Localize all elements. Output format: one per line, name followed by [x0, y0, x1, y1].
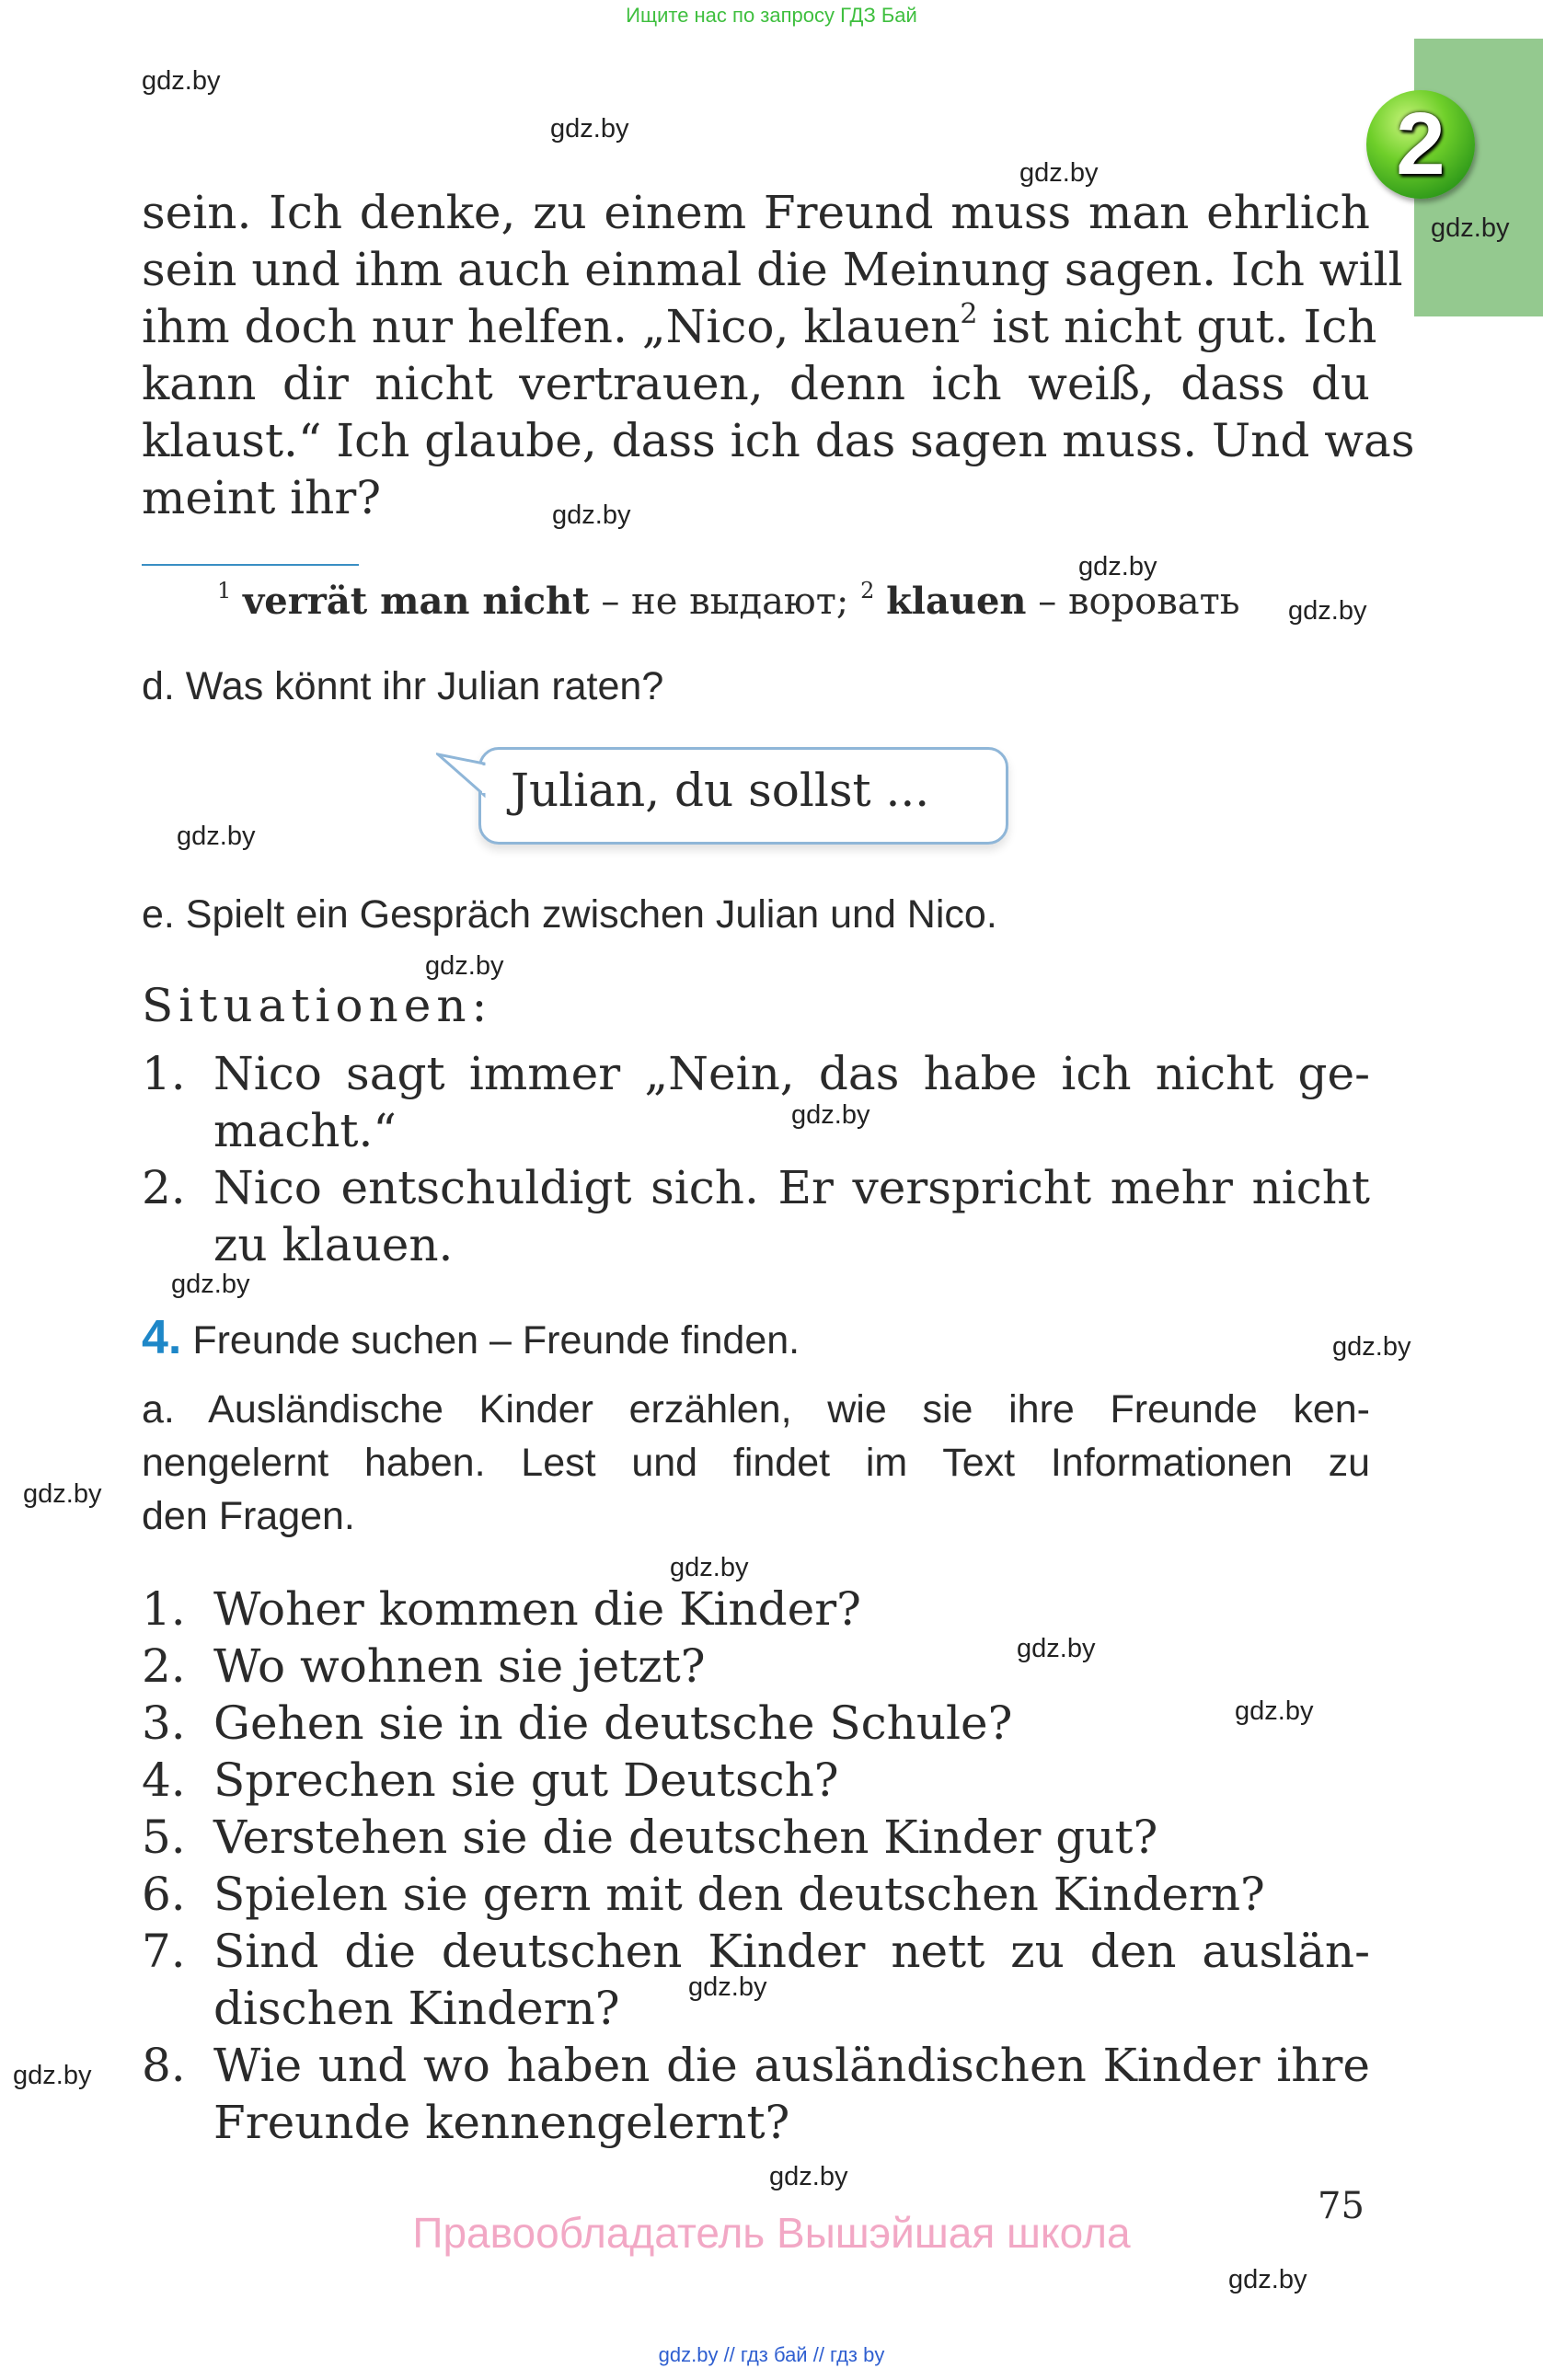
- paragraph-line: [142, 298, 1377, 355]
- situation-number: 2.: [142, 1161, 186, 1214]
- question-item: [142, 1809, 1370, 1866]
- task-a-line: nengelernt haben. Lest und findet im Text Informationen zu: [142, 1441, 1370, 1485]
- question-item: [142, 1866, 1370, 1923]
- watermark: gdz.by: [142, 66, 221, 96]
- speech-bubble-text: Julian, du sollst ...: [511, 764, 930, 817]
- question-number: 5.: [142, 1811, 186, 1864]
- question-text: Woher kommen die Kinder?: [213, 1582, 861, 1636]
- question-item: [142, 1695, 1370, 1752]
- footnote-number: 2: [860, 578, 875, 604]
- watermark: gdz.by: [1078, 552, 1157, 581]
- footnote-term: klauen: [886, 580, 1027, 623]
- task-a-line: den Fragen.: [142, 1494, 355, 1538]
- situation-number: 1.: [142, 1047, 186, 1100]
- paragraph-text: ihm doch nur helfen. „Nico, klauen: [142, 300, 961, 353]
- question-text: Sind die deutschen Kinder nett zu den auslän-: [213, 1925, 1370, 1978]
- footnote: [217, 580, 1240, 623]
- watermark: gdz.by: [1017, 1634, 1096, 1663]
- watermark: gdz.by: [1288, 596, 1367, 626]
- watermark: gdz.by: [425, 951, 504, 981]
- question-text: Spielen sie gern mit den deutschen Kindern?: [213, 1868, 1265, 1921]
- situation-text: Nico entschuldigt sich. Er verspricht mehr nicht: [213, 1161, 1370, 1214]
- bottom-links[interactable]: gdz.by // гдз бай // гдз by: [658, 2343, 885, 2366]
- page-number: 75: [1318, 2185, 1365, 2227]
- top-search-banner[interactable]: Ищите нас по запросу ГДЗ Бай: [626, 4, 917, 27]
- footnote-number: 1: [217, 578, 232, 604]
- task-e-heading: e. Spielt ein Gespräch zwischen Julian und Nico.: [142, 892, 997, 937]
- situation-item: [142, 1045, 1370, 1102]
- watermark: gdz.by: [688, 1972, 767, 2002]
- task-a-line: a. Ausländische Kinder erzählen, wie sie ihre Freunde ken-: [142, 1387, 1370, 1431]
- paragraph-text: ist nicht gut. Ich: [977, 300, 1377, 353]
- watermark: gdz.by: [177, 822, 256, 851]
- situation-item: [142, 1159, 1370, 1216]
- question-item: [142, 1923, 1370, 1980]
- paragraph-line: sein. Ich denke, zu einem Freund muss man ehrlich: [142, 186, 1370, 239]
- question-number: 2.: [142, 1639, 186, 1693]
- watermark: gdz.by: [769, 2162, 848, 2191]
- watermark: gdz.by: [1228, 2265, 1307, 2294]
- chapter-badge-number: 2: [1396, 95, 1445, 193]
- watermark: gdz.by: [23, 1479, 102, 1509]
- question-text: Verstehen sie die deutschen Kinder gut?: [213, 1811, 1158, 1864]
- question-number: 4.: [142, 1753, 186, 1807]
- watermark: gdz.by: [1235, 1696, 1314, 1726]
- question-number: 6.: [142, 1868, 186, 1921]
- situations-heading: Situationen:: [142, 979, 493, 1032]
- footnote-rule: [142, 564, 359, 566]
- question-item: [142, 1752, 1370, 1809]
- question-item: [142, 2037, 1370, 2094]
- watermark: gdz.by: [1332, 1332, 1411, 1362]
- footnote-term: verrät man nicht: [243, 580, 590, 623]
- watermark: gdz.by: [550, 114, 629, 144]
- question-number: 1.: [142, 1582, 186, 1636]
- watermark: gdz.by: [670, 1553, 749, 1582]
- watermark: gdz.by: [1019, 158, 1099, 188]
- watermark: gdz.by: [171, 1270, 250, 1299]
- question-number: 3.: [142, 1696, 186, 1750]
- situation-text-continued: zu klauen.: [213, 1218, 454, 1271]
- question-text-continued: dischen Kindern?: [213, 1982, 620, 2035]
- speech-bubble-tail: [436, 753, 491, 808]
- question-text: Wo wohnen sie jetzt?: [213, 1639, 706, 1693]
- section-4-heading: [142, 1310, 800, 1365]
- section-number: 4.: [142, 1311, 182, 1364]
- question-text-continued: Freunde kennengelernt?: [213, 2096, 790, 2149]
- paragraph-line: meint ihr?: [142, 471, 382, 524]
- question-text: Wie und wo haben die ausländischen Kinder ihre: [213, 2039, 1370, 2092]
- question-text: Gehen sie in die deutsche Schule?: [213, 1696, 1013, 1750]
- watermark: gdz.by: [552, 500, 631, 530]
- question-number: 8.: [142, 2039, 186, 2092]
- copyright-notice: Правообладатель Вышэйшая школа: [412, 2209, 1131, 2257]
- paragraph-line: kann dir nicht vertrauen, denn ich weiß, dass du: [142, 357, 1370, 410]
- question-item: [142, 1581, 1370, 1638]
- question-text: Sprechen sie gut Deutsch?: [213, 1753, 839, 1807]
- situation-text: Nico sagt immer „Nein, das habe ich nicht ge-: [213, 1047, 1370, 1100]
- footnote-definition: – воровать: [1026, 581, 1240, 623]
- question-item: [142, 1638, 1370, 1695]
- question-number: 7.: [142, 1925, 186, 1978]
- task-d-heading: d. Was könnt ihr Julian raten?: [142, 664, 664, 708]
- watermark: gdz.by: [1431, 213, 1510, 243]
- paragraph-line: sein und ihm auch einmal die Meinung sagen. Ich will: [142, 243, 1403, 296]
- watermark: gdz.by: [13, 2061, 92, 2090]
- footnote-definition: – не выдают;: [589, 581, 861, 623]
- footnote-ref-2: 2: [960, 298, 978, 330]
- paragraph-line: klaust.“ Ich glaube, dass ich das sagen muss. Und was: [142, 414, 1415, 467]
- section-title: Freunde suchen – Freunde finden.: [181, 1318, 800, 1362]
- situation-text-continued: macht.“: [213, 1104, 397, 1157]
- watermark: gdz.by: [791, 1100, 870, 1130]
